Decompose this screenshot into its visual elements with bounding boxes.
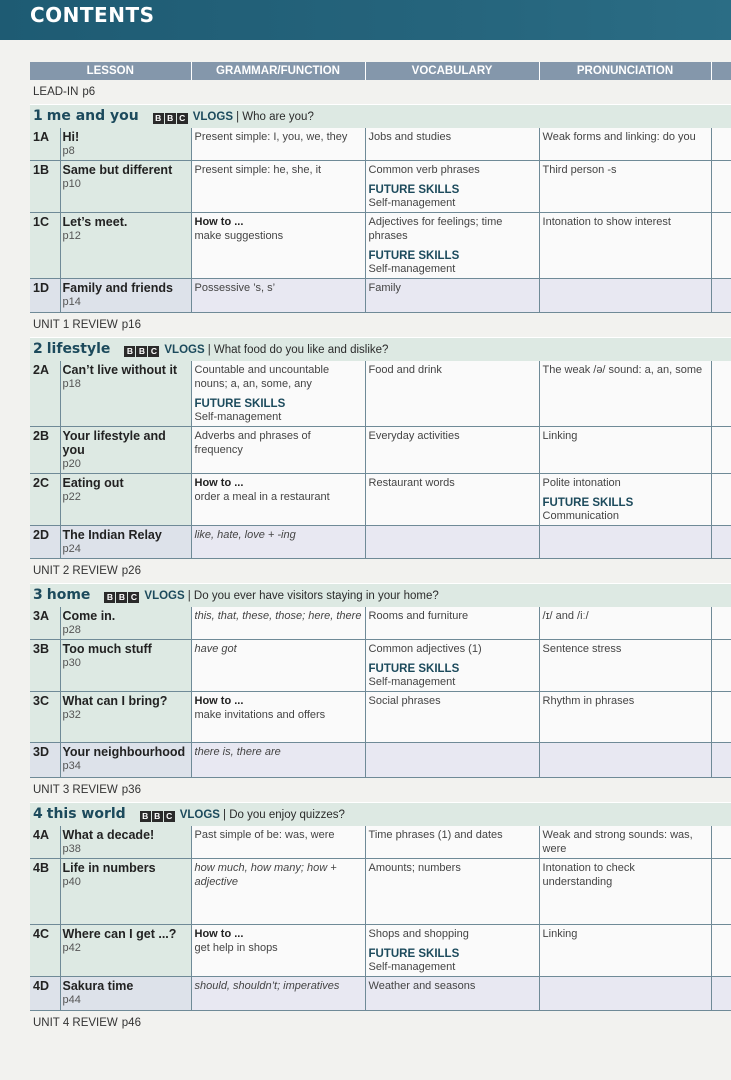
lesson-page[interactable]: p24 <box>62 543 81 555</box>
grammar-cell <box>191 692 365 743</box>
vocabulary-cell <box>365 526 539 559</box>
grammar-cell <box>191 526 365 559</box>
vocabulary-text: Social phrases <box>368 695 441 707</box>
lesson-cell <box>60 526 191 559</box>
vocabulary-cell <box>365 607 539 640</box>
lesson-title[interactable]: Let’s meet. <box>62 215 128 229</box>
pronunciation-text: Weak forms and linking: do you <box>542 131 696 143</box>
header-banner <box>0 0 731 40</box>
lesson-page[interactable]: p12 <box>62 230 81 242</box>
bbc-logo-letter: C <box>128 592 139 603</box>
column-header-lesson: LESSON <box>30 62 191 80</box>
lesson-cell <box>60 692 191 743</box>
lesson-code: 3D <box>30 743 60 778</box>
extra-cell <box>711 526 731 559</box>
unit-heading-row <box>30 338 731 362</box>
lesson-title[interactable]: What a decade! <box>62 828 155 842</box>
vocabulary-cell <box>365 213 539 279</box>
lesson-code: 1D <box>30 279 60 313</box>
extra-cell <box>711 279 731 313</box>
lesson-cell <box>60 743 191 778</box>
leadin-row <box>30 80 731 105</box>
lesson-code: 1C <box>30 213 60 279</box>
pronunciation-cell <box>539 427 711 474</box>
pronunciation-text: Intonation to check understanding <box>542 862 635 888</box>
howto-label: How to ... <box>194 477 244 489</box>
unit-review-page[interactable]: p46 <box>121 1017 141 1029</box>
vlogs-question: | Do you enjoy quizzes? <box>223 809 345 821</box>
bbc-logo-letter: B <box>152 811 163 822</box>
vocabulary-cell <box>365 925 539 977</box>
leadin-page[interactable]: p6 <box>82 86 96 98</box>
grammar-text: this, that, these, those; here, there <box>194 610 362 622</box>
extra-cell <box>711 925 731 977</box>
grammar-text: make invitations and offers <box>194 709 326 721</box>
extra-cell <box>711 826 731 859</box>
lesson-page[interactable]: p32 <box>62 709 81 721</box>
lesson-cell <box>60 640 191 692</box>
grammar-text: Past simple of be: was, were <box>194 829 335 841</box>
vocabulary-text: Amounts; numbers <box>368 862 461 874</box>
lesson-row[interactable] <box>30 161 731 213</box>
column-header-row <box>30 62 731 80</box>
bbc-logo <box>153 113 189 124</box>
grammar-cell <box>191 826 365 859</box>
pronunciation-cell <box>539 213 711 279</box>
lesson-row[interactable] <box>30 743 731 778</box>
lesson-cell <box>60 361 191 427</box>
pronunciation-cell <box>539 925 711 977</box>
vocabulary-text: Adjectives for feelings; time phrases <box>368 216 503 242</box>
lesson-code: 3B <box>30 640 60 692</box>
vocabulary-text: Common verb phrases <box>368 164 480 176</box>
lesson-page[interactable]: p22 <box>62 491 81 503</box>
vocabulary-cell <box>365 640 539 692</box>
pronunciation-cell <box>539 826 711 859</box>
vocabulary-text: Family <box>368 282 401 294</box>
lesson-cell <box>60 474 191 526</box>
vocabulary-cell <box>365 161 539 213</box>
grammar-cell <box>191 607 365 640</box>
future-skills-sub: Self-management <box>368 961 456 973</box>
vocabulary-cell <box>365 826 539 859</box>
column-header-extra <box>711 62 731 80</box>
lesson-page[interactable]: p38 <box>62 843 81 855</box>
bbc-logo <box>140 811 176 822</box>
pronunciation-cell <box>539 474 711 526</box>
lesson-title[interactable]: Hi! <box>62 130 80 144</box>
bbc-logo-letter: B <box>124 346 135 357</box>
lesson-row[interactable] <box>30 859 731 925</box>
lesson-code: 2D <box>30 526 60 559</box>
unit-review-page[interactable]: p26 <box>121 565 141 577</box>
lesson-title[interactable]: Can’t live without it <box>62 363 178 377</box>
vocabulary-cell <box>365 361 539 427</box>
unit-review-page[interactable]: p16 <box>121 319 141 331</box>
pronunciation-text: Linking <box>542 928 578 940</box>
lesson-page[interactable]: p10 <box>62 178 81 190</box>
bbc-logo-letter: B <box>136 346 147 357</box>
unit-heading-row <box>30 803 731 827</box>
bbc-logo-letter: B <box>165 113 176 124</box>
bbc-logo <box>104 592 140 603</box>
lesson-title[interactable]: Your neighbourhood <box>62 745 186 759</box>
lesson-cell <box>60 826 191 859</box>
extra-cell <box>711 161 731 213</box>
bbc-logo-letter: C <box>164 811 175 822</box>
pronunciation-cell <box>539 526 711 559</box>
unit-number: 3 <box>33 587 43 603</box>
pronunciation-cell <box>539 361 711 427</box>
future-skills-label: FUTURE SKILLS <box>368 663 460 675</box>
vlogs-question: | What food do you like and dislike? <box>207 344 389 356</box>
lesson-row[interactable] <box>30 607 731 640</box>
vocabulary-text: Rooms and furniture <box>368 610 469 622</box>
howto-label: How to ... <box>194 216 244 228</box>
grammar-text: Present simple: I, you, we, they <box>194 131 348 143</box>
grammar-cell <box>191 279 365 313</box>
lesson-cell <box>60 161 191 213</box>
vocabulary-text: Time phrases (1) and dates <box>368 829 503 841</box>
vocabulary-cell <box>365 279 539 313</box>
grammar-cell <box>191 361 365 427</box>
vocabulary-text: Everyday activities <box>368 430 460 442</box>
grammar-cell <box>191 977 365 1011</box>
lesson-code: 1A <box>30 128 60 161</box>
lesson-row[interactable] <box>30 427 731 474</box>
lesson-page[interactable]: p40 <box>62 876 81 888</box>
unit-review-page[interactable]: p36 <box>121 784 141 796</box>
vocabulary-cell <box>365 474 539 526</box>
grammar-text: like, hate, love + -ing <box>194 529 296 541</box>
unit-heading-row <box>30 584 731 608</box>
extra-cell <box>711 977 731 1011</box>
lesson-row[interactable] <box>30 977 731 1011</box>
grammar-cell <box>191 859 365 925</box>
bbc-logo-letter: B <box>116 592 127 603</box>
bbc-logo-letter: C <box>177 113 188 124</box>
bbc-logo <box>124 346 160 357</box>
lesson-page[interactable]: p18 <box>62 378 81 390</box>
contents-page <box>30 62 731 1035</box>
vlogs-question: | Who are you? <box>236 111 314 123</box>
future-skills-sub: Self-management <box>368 197 456 209</box>
pronunciation-text: Linking <box>542 430 578 442</box>
grammar-text: get help in shops <box>194 942 278 954</box>
unit-review-row <box>30 778 731 803</box>
unit-title: home <box>46 587 91 603</box>
unit-review-row <box>30 1011 731 1036</box>
vlogs-label: VLOGS <box>164 344 205 356</box>
extra-cell <box>711 859 731 925</box>
extra-cell <box>711 607 731 640</box>
grammar-text: should, shouldn’t; imperatives <box>194 980 340 992</box>
future-skills-label: FUTURE SKILLS <box>368 250 460 262</box>
vocabulary-text: Shops and shopping <box>368 928 469 940</box>
lesson-row[interactable] <box>30 361 731 427</box>
grammar-text: Adverbs and phrases of frequency <box>194 430 311 456</box>
lesson-cell <box>60 427 191 474</box>
lesson-row[interactable] <box>30 526 731 559</box>
lesson-title[interactable]: Family and friends <box>62 281 173 295</box>
future-skills-sub: Self-management <box>194 411 282 423</box>
pronunciation-cell <box>539 859 711 925</box>
vocabulary-cell <box>365 692 539 743</box>
lesson-row[interactable] <box>30 474 731 526</box>
column-header-pronunciation: PRONUNCIATION <box>539 62 711 80</box>
unit-review-label[interactable]: UNIT 2 REVIEW <box>33 565 118 577</box>
unit-heading-row <box>30 105 731 129</box>
lesson-row[interactable] <box>30 640 731 692</box>
grammar-cell <box>191 427 365 474</box>
unit-title: me and you <box>46 108 139 124</box>
lesson-page[interactable]: p14 <box>62 296 81 308</box>
extra-cell <box>711 743 731 778</box>
page-title: CONTENTS <box>30 3 155 27</box>
lesson-page[interactable]: p44 <box>62 994 81 1006</box>
vlogs-label: VLOGS <box>192 111 233 123</box>
pronunciation-text: Sentence stress <box>542 643 622 655</box>
pronunciation-cell <box>539 743 711 778</box>
bbc-logo-letter: B <box>104 592 115 603</box>
lesson-row[interactable] <box>30 213 731 279</box>
lesson-row[interactable] <box>30 279 731 313</box>
extra-cell <box>711 692 731 743</box>
unit-review-label[interactable]: UNIT 3 REVIEW <box>33 784 118 796</box>
pronunciation-text: Weak and strong sounds: was, were <box>542 829 693 855</box>
lesson-title[interactable]: Come in. <box>62 609 116 623</box>
vlogs-label: VLOGS <box>144 590 185 602</box>
unit-number: 1 <box>33 108 43 124</box>
unit-title: this world <box>46 806 126 822</box>
lesson-code: 4C <box>30 925 60 977</box>
extra-cell <box>711 128 731 161</box>
unit-review-row <box>30 313 731 338</box>
lesson-cell <box>60 977 191 1011</box>
unit-review-label[interactable]: UNIT 4 REVIEW <box>33 1017 118 1029</box>
vocabulary-cell <box>365 859 539 925</box>
vocabulary-text: Jobs and studies <box>368 131 452 143</box>
vlogs-question: | Do you ever have visitors staying in your home? <box>187 590 439 602</box>
vocabulary-cell <box>365 977 539 1011</box>
vocabulary-text: Food and drink <box>368 364 442 376</box>
vocabulary-cell <box>365 743 539 778</box>
future-skills-sub: Self-management <box>368 263 456 275</box>
lesson-title[interactable]: Too much stuff <box>62 642 152 656</box>
pronunciation-cell <box>539 128 711 161</box>
grammar-text: how much, how many; how + adjective <box>194 862 337 888</box>
grammar-cell <box>191 213 365 279</box>
pronunciation-cell <box>539 640 711 692</box>
pronunciation-cell <box>539 692 711 743</box>
lesson-title[interactable]: Eating out <box>62 476 124 490</box>
howto-label: How to ... <box>194 695 244 707</box>
grammar-cell <box>191 640 365 692</box>
bbc-logo-letter: B <box>153 113 164 124</box>
future-skills-sub: Communication <box>542 510 619 522</box>
unit-review-label[interactable]: UNIT 1 REVIEW <box>33 319 118 331</box>
grammar-text: Possessive ’s, s’ <box>194 282 276 294</box>
vocabulary-text: Common adjectives (1) <box>368 643 482 655</box>
lesson-cell <box>60 128 191 161</box>
grammar-cell <box>191 161 365 213</box>
unit-number: 2 <box>33 341 43 357</box>
pronunciation-text: Polite intonation <box>542 477 621 489</box>
lesson-row[interactable] <box>30 128 731 161</box>
lesson-title[interactable]: Life in numbers <box>62 861 156 875</box>
lesson-row[interactable] <box>30 826 731 859</box>
lesson-code: 3A <box>30 607 60 640</box>
unit-number: 4 <box>33 806 43 822</box>
pronunciation-cell <box>539 607 711 640</box>
lesson-code: 1B <box>30 161 60 213</box>
future-skills-label: FUTURE SKILLS <box>194 398 286 410</box>
bbc-logo-letter: B <box>140 811 151 822</box>
grammar-text: order a meal in a restaurant <box>194 491 330 503</box>
extra-cell <box>711 427 731 474</box>
lesson-code: 2B <box>30 427 60 474</box>
vocabulary-text: Restaurant words <box>368 477 455 489</box>
vocabulary-cell <box>365 128 539 161</box>
unit-title: lifestyle <box>46 341 111 357</box>
grammar-cell <box>191 474 365 526</box>
grammar-text: make suggestions <box>194 230 284 242</box>
pronunciation-text: Intonation to show interest <box>542 216 671 228</box>
pronunciation-text: /ɪ/ and /iː/ <box>542 610 589 622</box>
grammar-cell <box>191 743 365 778</box>
lesson-title[interactable]: The Indian Relay <box>62 528 162 542</box>
column-header-vocabulary: VOCABULARY <box>365 62 539 80</box>
future-skills-label: FUTURE SKILLS <box>368 948 460 960</box>
column-header-grammar: GRAMMAR/FUNCTION <box>191 62 365 80</box>
lesson-page[interactable]: p34 <box>62 760 81 772</box>
lesson-row[interactable] <box>30 692 731 743</box>
lesson-title[interactable]: Where can I get ...? <box>62 927 177 941</box>
vlogs-label: VLOGS <box>179 809 220 821</box>
future-skills-label: FUTURE SKILLS <box>368 184 460 196</box>
leadin-label[interactable]: LEAD-IN <box>33 86 79 98</box>
pronunciation-text: Third person -s <box>542 164 617 176</box>
contents-table <box>30 62 731 1035</box>
lesson-code: 2A <box>30 361 60 427</box>
lesson-cell <box>60 607 191 640</box>
lesson-cell <box>60 279 191 313</box>
grammar-text: there is, there are <box>194 746 281 758</box>
grammar-cell <box>191 128 365 161</box>
lesson-code: 4B <box>30 859 60 925</box>
grammar-text: Countable and uncountable nouns; a, an, some, any <box>194 364 330 390</box>
contents-body <box>30 62 731 1035</box>
pronunciation-cell <box>539 977 711 1011</box>
lesson-page[interactable]: p8 <box>62 145 75 157</box>
lesson-code: 3C <box>30 692 60 743</box>
extra-cell <box>711 361 731 427</box>
lesson-page[interactable]: p28 <box>62 624 81 636</box>
lesson-title[interactable]: What can I bring? <box>62 694 168 708</box>
pronunciation-text: The weak /ə/ sound: a, an, some <box>542 364 703 376</box>
extra-cell <box>711 213 731 279</box>
lesson-page[interactable]: p42 <box>62 942 81 954</box>
vocabulary-text: Weather and seasons <box>368 980 476 992</box>
howto-label: How to ... <box>194 928 244 940</box>
pronunciation-cell <box>539 279 711 313</box>
lesson-title[interactable]: Sakura time <box>62 979 134 993</box>
pronunciation-cell <box>539 161 711 213</box>
lesson-cell <box>60 213 191 279</box>
lesson-row[interactable] <box>30 925 731 977</box>
vocabulary-cell <box>365 427 539 474</box>
lesson-page[interactable]: p30 <box>62 657 81 669</box>
lesson-code: 4D <box>30 977 60 1011</box>
lesson-code: 2C <box>30 474 60 526</box>
future-skills-label: FUTURE SKILLS <box>542 497 634 509</box>
future-skills-sub: Self-management <box>368 676 456 688</box>
lesson-title[interactable]: Same but different <box>62 163 173 177</box>
lesson-cell <box>60 925 191 977</box>
pronunciation-text: Rhythm in phrases <box>542 695 635 707</box>
lesson-cell <box>60 859 191 925</box>
lesson-code: 4A <box>30 826 60 859</box>
grammar-text: Present simple: he, she, it <box>194 164 322 176</box>
lesson-page[interactable]: p20 <box>62 458 81 470</box>
extra-cell <box>711 474 731 526</box>
bbc-logo-letter: C <box>148 346 159 357</box>
extra-cell <box>711 640 731 692</box>
grammar-text: have got <box>194 643 237 655</box>
lesson-title[interactable]: Your lifestyle and you <box>62 429 166 457</box>
grammar-cell <box>191 925 365 977</box>
unit-review-row <box>30 559 731 584</box>
